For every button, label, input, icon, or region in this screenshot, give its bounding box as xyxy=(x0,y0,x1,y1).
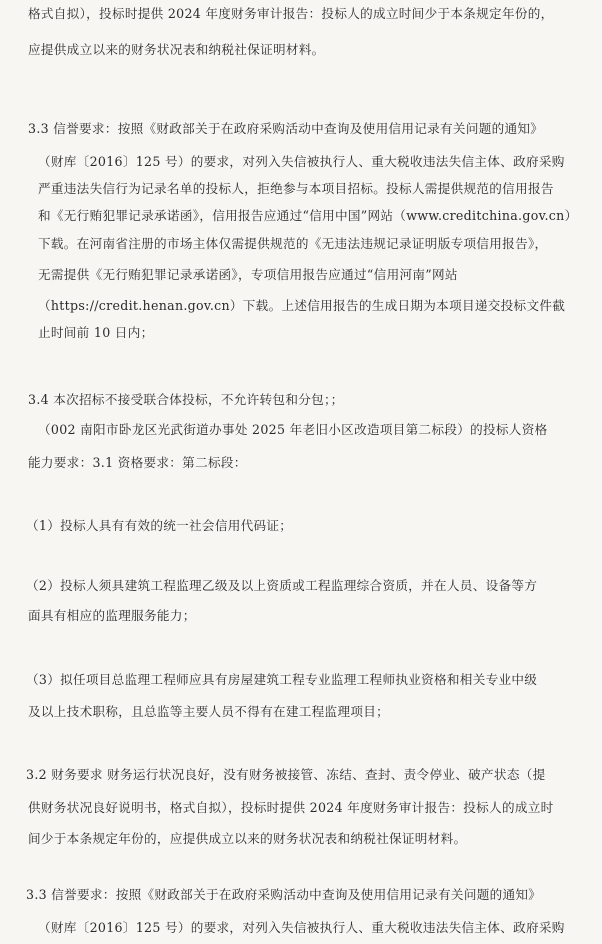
text-line-7: 下载。在河南省注册的市场主体仅需提供规范的《无违法违规记录证明版专项信用报告》， xyxy=(38,236,548,251)
text-line-18: 及以上技术职称，且总监等主要人员不得有在建工程监理项目； xyxy=(28,704,390,719)
text-line-13: 能力要求：3.1 资格要求：第二标段： xyxy=(28,455,247,470)
text-line-14: （1）投标人具有有效的统一社会信用代码证； xyxy=(26,518,293,533)
text-line-23: （财库〔2016〕125 号）的要求，对列入失信被执行人、重大税收违法失信主体、政府采购 xyxy=(38,920,565,935)
text-line-2: 应提供成立以来的财务状况表和纳税社保证明材料。 xyxy=(28,42,325,57)
text-line-11: 3.4 本次招标不接受联合体投标，不允许转包和分包；； xyxy=(28,392,344,407)
text-line-10: 止时间前 10 日内； xyxy=(38,325,154,340)
text-line-3: 3.3 信誉要求：按照《财政部关于在政府采购活动中查询及使用信用记录有关问题的通知》 xyxy=(28,121,544,136)
text-line-6: 和《无行贿犯罪记录承诺函》，信用报告应通过“信用中国”网站（www.creditchina.gov.cn） xyxy=(38,208,578,223)
text-line-8: 无需提供《无行贿犯罪记录承诺函》，专项信用报告应通过“信用河南”网站 xyxy=(38,267,458,282)
text-line-5: 严重违法失信行为记录名单的投标人，拒绝参与本项目招标。投标人需提供规范的信用报告 xyxy=(38,181,554,196)
text-line-15: （2）投标人须具建筑工程监理乙级及以上资质或工程监理综合资质，并在人员、设备等方 xyxy=(26,578,538,593)
text-line-17: （3）拟任项目总监理工程师应具有房屋建筑工程专业监理工程师执业资格和相关专业中级 xyxy=(26,672,538,687)
text-line-21: 间少于本条规定年份的，应提供成立以来的财务状况表和纳税社保证明材料。 xyxy=(28,831,467,846)
text-line-19: 3.2 财务要求 财务运行状况良好，没有财务被接管、冻结、查封、责令停业、破产状态（提 xyxy=(26,767,546,782)
text-line-12: （002 南阳市卧龙区光武街道办事处 2025 年老旧小区改造项目第二标段）的投标人资格 xyxy=(38,422,548,437)
text-line-16: 面具有相应的监理服务能力； xyxy=(28,608,196,623)
text-line-20: 供财务状况良好说明书，格式自拟），投标时提供 2024 年度财务审计报告：投标人的成立时 xyxy=(28,800,554,815)
text-line-9: （https://credit.henan.gov.cn）下载。上述信用报告的生成日期为本项目递交投标文件截 xyxy=(38,298,566,313)
text-line-22: 3.3 信誉要求：按照《财政部关于在政府采购活动中查询及使用信用记录有关问题的通知》 xyxy=(26,887,542,902)
text-line-1: 格式自拟），投标时提供 2024 年度财务审计报告：投标人的成立时间少于本条规定年份的， xyxy=(28,6,554,21)
text-line-4: （财库〔2016〕125 号）的要求，对列入失信被执行人、重大税收违法失信主体、政府采购 xyxy=(38,154,565,169)
